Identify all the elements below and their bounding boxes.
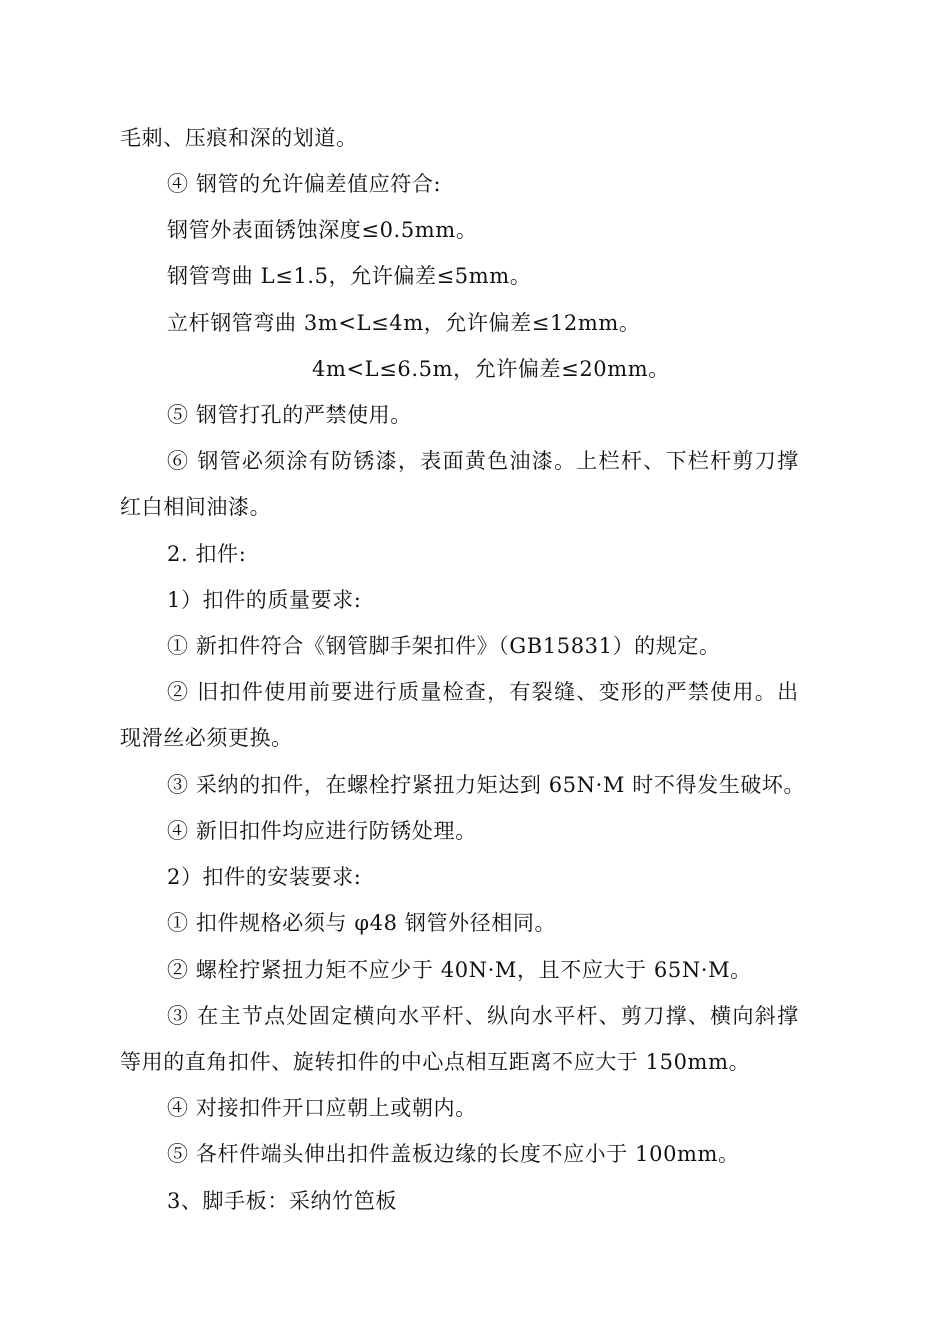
text-line: 毛刺、压痕和深的划道。 [120,126,358,150]
text-line: ③ 采纳的扣件，在螺栓拧紧扭力矩达到 65N·M 时不得发生破坏。 [167,773,806,797]
text-line: ④ 钢管的允许偏差值应符合: [167,172,442,196]
text-line: ① 新扣件符合《钢管脚手架扣件》（GB15831）的规定。 [167,634,721,658]
text-line: 立杆钢管弯曲 3m<L≤4m，允许偏差≤12mm。 [167,311,641,335]
section-heading: 2. 扣件: [167,542,247,566]
text-line: 等用的直角扣件、旋转扣件的中心点相互距离不应大于 150mm。 [120,1050,751,1074]
subsection-heading: 2）扣件的安装要求: [167,865,362,889]
text-line: ② 旧扣件使用前要进行质量检查，有裂缝、变形的严禁使用。出 [167,680,800,704]
text-line: ② 螺栓拧紧扭力矩不应少于 40N·M，且不应大于 65N·M。 [167,958,752,982]
text-line: ① 扣件规格必须与 φ48 钢管外径相同。 [167,911,557,935]
text-line: ⑥ 钢管必须涂有防锈漆，表面黄色油漆。上栏杆、下栏杆剪刀撑 [167,449,800,473]
section-heading: 3、脚手板：采纳竹笆板 [167,1189,397,1213]
text-line: 红白相间油漆。 [120,495,272,519]
text-line: 钢管弯曲 L≤1.5，允许偏差≤5mm。 [167,264,532,288]
text-line: ⑤ 各杆件端头伸出扣件盖板边缘的长度不应小于 100mm。 [167,1142,740,1166]
text-line: 现滑丝必须更换。 [120,726,293,750]
text-line: 4m<L≤6.5m，允许偏差≤20mm。 [312,357,670,381]
text-line: ④ 对接扣件开口应朝上或朝内。 [167,1096,477,1120]
subsection-heading: 1）扣件的质量要求: [167,588,362,612]
text-line: ④ 新旧扣件均应进行防锈处理。 [167,819,477,843]
text-line: ③ 在主节点处固定横向水平杆、纵向水平杆、剪刀撑、横向斜撑 [167,1004,800,1028]
text-line: 钢管外表面锈蚀深度≤0.5mm。 [167,218,478,242]
text-line: ⑤ 钢管打孔的严禁使用。 [167,403,412,427]
